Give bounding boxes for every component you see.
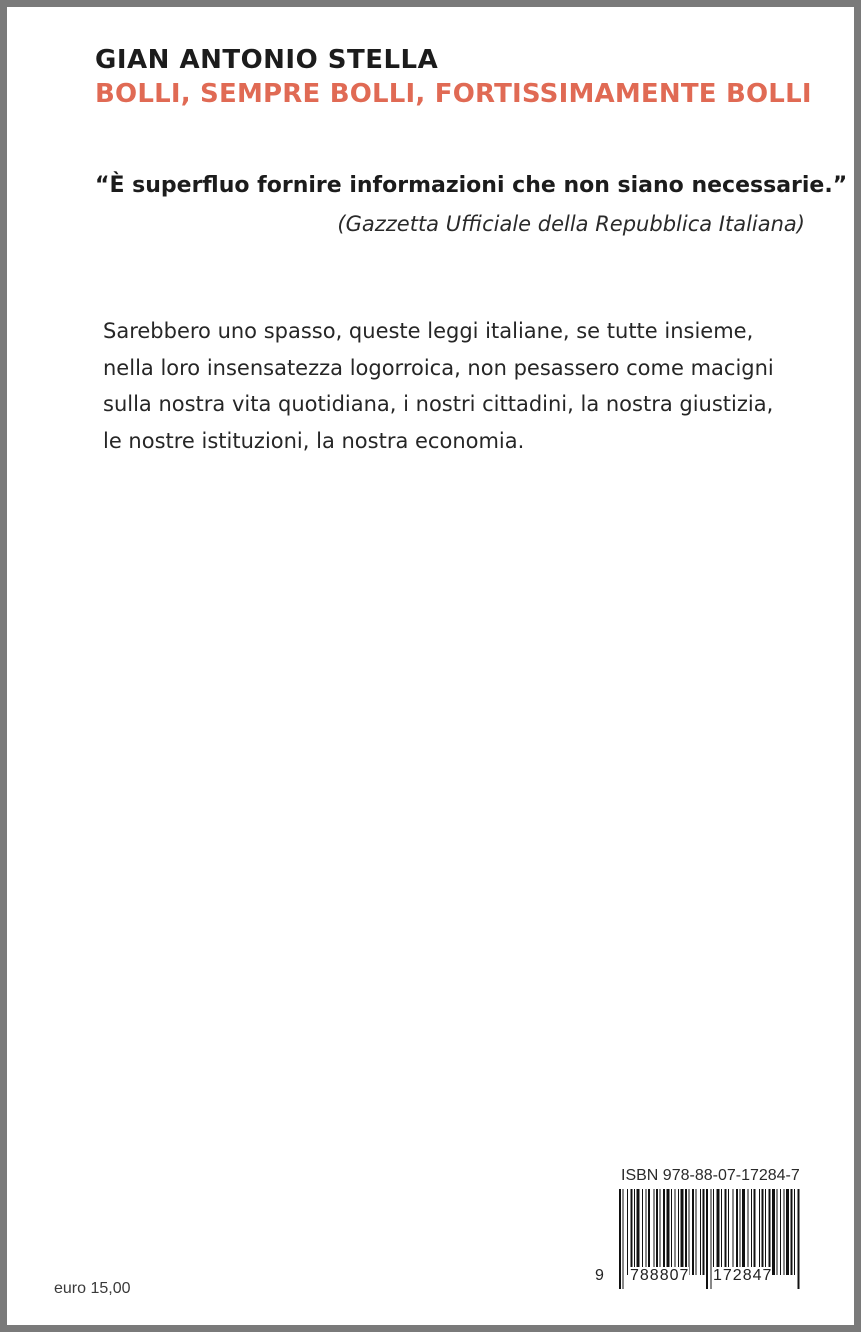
barcode-right-group: 172847 [713, 1267, 773, 1284]
blurb-line: nella loro insensatezza logorroica, non pesassero come macigni [103, 355, 774, 380]
price-label: euro 15,00 [54, 1280, 131, 1297]
barcode-first-digit: 9 [595, 1267, 604, 1284]
book-title: BOLLI, SEMPRE BOLLI, FORTISSIMAMENTE BOLLI [95, 79, 812, 109]
epigraph-source: (Gazzetta Ufficiale della Repubblica Italiana) [337, 212, 805, 236]
blurb-line: sulla nostra vita quotidiana, i nostri cittadini, la nostra giustizia, [103, 392, 774, 416]
barcode-left-group: 788807 [630, 1267, 690, 1284]
author-name: GIAN ANTONIO STELLA [95, 45, 439, 75]
epigraph-quote: “È superfluo fornire informazioni che non siano necessarie.” [95, 173, 848, 198]
blurb-line: Sarebbero uno spasso, queste leggi italiane, se tutte insieme, [103, 319, 754, 343]
blurb-line: le nostre istituzioni, la nostra economia. [103, 428, 525, 453]
isbn-label: ISBN 978-88-07-17284-7 [621, 1167, 800, 1184]
blurb-paragraph [103, 313, 823, 459]
